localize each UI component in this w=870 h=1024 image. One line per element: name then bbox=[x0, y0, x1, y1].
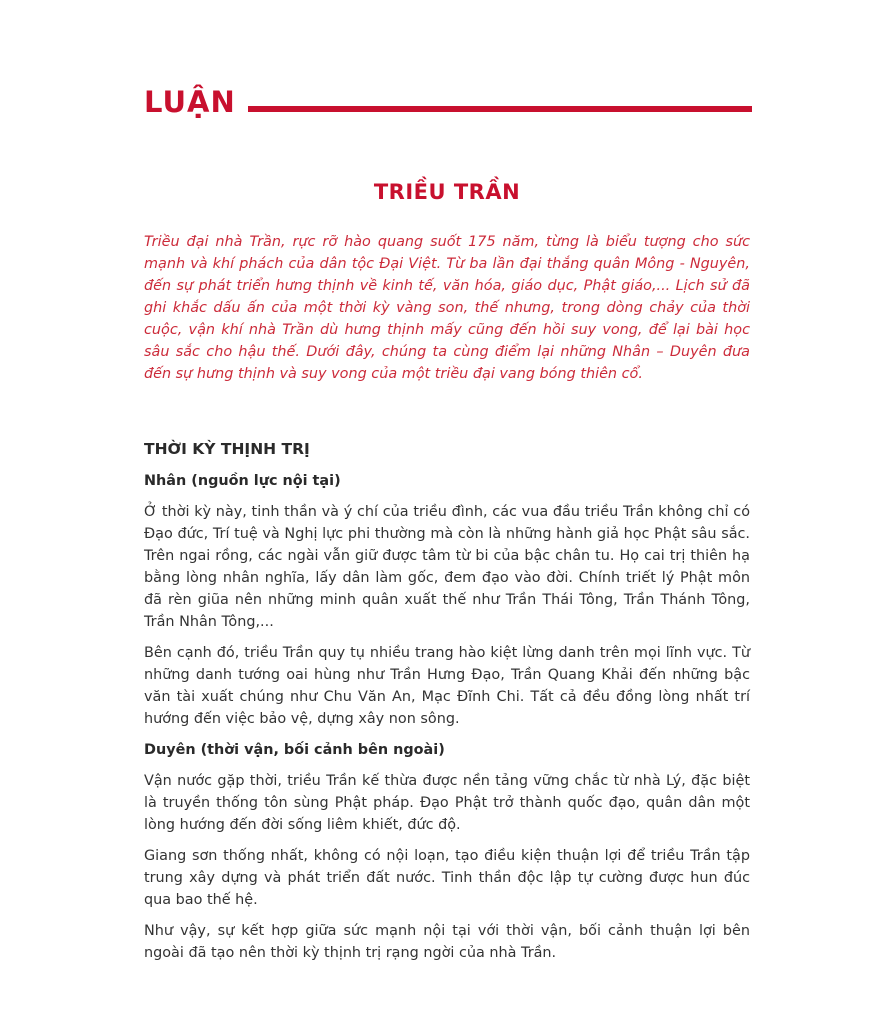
paragraph: Vận nước gặp thời, triều Trần kế thừa được nền tảng vững chắc từ nhà Lý, đặc biệt là truyền thống tôn sùng Phật pháp. Đạo Phật trở thành quốc đạo, quân dân một lòng hướng đến đời sống liêm khiết, đức độ. bbox=[144, 773, 750, 833]
page-header bbox=[144, 82, 752, 122]
subsection-heading-duyen: Duyên (thời vận, bối cảnh bên ngoài) bbox=[144, 742, 445, 758]
paragraph: Giang sơn thống nhất, không có nội loạn, tạo điều kiện thuận lợi để triều Trần tập trung xây dựng và phát triển đất nước. Tinh thần độc lập tự cường được hun đúc qua bao thế hệ. bbox=[144, 848, 750, 908]
article-title: TRIỀU TRẦN bbox=[373, 180, 521, 204]
subsection-heading-nhan: Nhân (nguồn lực nội tại) bbox=[144, 473, 341, 489]
paragraph: Ở thời kỳ này, tinh thần và ý chí của triều đình, các vua đầu triều Trần không chỉ có Đạo đức, Trí tuệ và Nghị lực phi thường mà còn là những hành giả học Phật sâu sắc. Trên ngai rồng, các ngài vẫn giữ được tâm từ bi của bậc chân tu. Họ cai trị thiên hạ bằng lòng nhân nghĩa, lấy dân làm gốc, đem đạo vào đời. Chính triết lý Phật môn đã rèn giũa nên những minh quân xuất thế như Trần Thái Tông, Trần Thánh Tông, Trần Nhân Tông,... bbox=[144, 504, 750, 630]
article-body bbox=[144, 437, 750, 973]
article-intro: Triều đại nhà Trần, rực rỡ hào quang suốt 175 năm, từng là biểu tượng cho sức mạnh và khí phách của dân tộc Đại Việt. Từ ba lần đại thắng quân Mông - Nguyên, đến sự phát triển hưng thịnh về kinh tế, văn hóa, giáo dục, Phật giáo,... Lịch sử đã ghi khắc dấu ấn của một thời kỳ vàng son, thế nhưng, trong dòng chảy của thời cuộc, vận khí nhà Trần dù hưng thịnh mấy cũng đến hồi suy vong, để lại bài học sâu sắc cho hậu thế. Dưới đây, chúng ta cùng điểm lại những Nhân – Duyên đưa đến sự hưng thịnh và suy vong của một triều đại vang bóng thiên cổ. bbox=[144, 234, 750, 382]
paragraph: Như vậy, sự kết hợp giữa sức mạnh nội tại với thời vận, bối cảnh thuận lợi bên ngoài đã tạo nên thời kỳ thịnh trị rạng ngời của nhà Trần. bbox=[144, 923, 750, 961]
header-rule bbox=[248, 106, 752, 112]
section-label: LUẬN bbox=[144, 85, 236, 119]
paragraph: Bên cạnh đó, triều Trần quy tụ nhiều trang hào kiệt lừng danh trên mọi lĩnh vực. Từ những danh tướng oai hùng như Trần Hưng Đạo, Trần Quang Khải đến những bậc văn tài xuất chúng như Chu Văn An, Mạc Đĩnh Chi. Tất cả đều đồng lòng nhất trí hướng đến việc bảo vệ, dựng xây non sông. bbox=[144, 645, 750, 727]
section-heading: THỜI KỲ THỊNH TRỊ bbox=[144, 440, 310, 458]
